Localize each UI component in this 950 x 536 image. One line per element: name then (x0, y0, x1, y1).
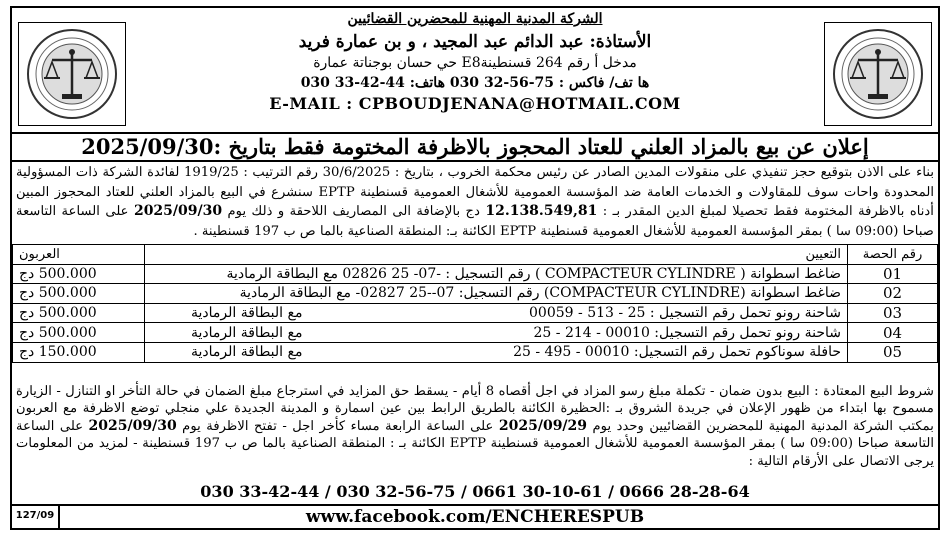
header-deposit: العربون (13, 245, 145, 265)
table-row (13, 342, 938, 362)
lot-deposit: 500.000 دج (13, 264, 145, 284)
contact-numbers: 030 33-42-44 / 030 32-56-75 / 0661 30-10-61 / 0666 28-28-64 (200, 482, 750, 501)
table-row (13, 303, 938, 323)
scales-of-justice-seal-right (824, 22, 932, 126)
header-text (132, 8, 818, 115)
facebook-link[interactable]: www.facebook.com/ENCHERESPUB (12, 504, 938, 528)
grey-card-note: مع البطاقة الرمادية (191, 344, 303, 361)
lot-deposit: 500.000 دج (13, 284, 145, 304)
scales-icon (830, 26, 926, 122)
lot-designation (145, 284, 848, 304)
designation-text: شاحنة رونو تحمل رقم التسجيل : 25 - 513 - 00059 (529, 305, 841, 322)
table-row (13, 284, 938, 304)
scales-of-justice-seal-left (18, 22, 126, 126)
table-row (13, 264, 938, 284)
office-address: مدخل أ رقم 264 قسنطينةE8 حي حسان بوجناتة عمارة (313, 55, 637, 71)
table-header-row (13, 245, 938, 265)
intro-text-3: على الساعة التاسعة صباحا (09:00 سا ) بمقر المؤسسة العمومية للأشغال العمومية قسنطينة EPTP الكائنة بـ: المنطقة الصناعية بالما ص ب 197 قسنطينة . (16, 204, 934, 239)
debt-amount: 12.138.549,81 (485, 203, 598, 219)
grey-card-note: مع البطاقة الرمادية (191, 324, 303, 341)
lot-deposit: 500.000 دج (13, 303, 145, 323)
lot-designation (145, 303, 848, 323)
lot-deposit: 500.000 دج (13, 323, 145, 343)
email-address: E-MAIL : CPBOUDJENANA@HOTMAIL.COM (269, 94, 681, 113)
lot-number: 05 (848, 342, 938, 362)
auction-date: 2025/09/30 (133, 203, 223, 219)
opening-date: 2025/09/30 (88, 417, 177, 434)
designation-text: ضاغط اسطوانة (COMPACTEUR CYLINDRE) رقم التسجيل: 07--25 02827- مع البطاقة الرمادية (239, 285, 841, 302)
lot-number: 04 (848, 323, 938, 343)
auction-title: إعلان عن بيع بالمزاد العلني للعتاد المحجوز بالاظرفة المختومة فقط بتاريخ :2025/09/30 (12, 132, 938, 162)
designation-text: شاحنة رونو تحمل رقم التسجيل: 00010 - 214 - 25 (533, 324, 841, 341)
conditions-text-1: شروط البيع المعتادة : البيع بدون ضمان - تكملة مبلغ رسو المزاد في اجل أقصاه 8 أيام - يسقط حق المزايد في استرجاع مبلغ الضمان في حالة التأخر او التنازل - الزيارة مسموح بها ابتداء من ظهور الإعلان في جريدة الشروق بـ :الحظيرة الكائنة بالطريق الرابط بين عين اسمارة و المدينة الجديدة علي منجلي توضع الاظرفة مع العربون بمكتب الشركة المدنية المهنية للمحضرين القضائيين وحدد يوم (16, 384, 934, 434)
designation-text: ضاغط اسطوانة ( COMPACTEUR CYLINDRE ) رقم التسجيل : -07- 25 02826 مع البطاقة الرمادية (226, 265, 841, 282)
conditions-text-2: على الساعة الرابعة مساء كأخر اجل - تفتح الاظرفة يوم (182, 418, 494, 434)
lot-number: 01 (848, 264, 938, 284)
sale-conditions (16, 383, 934, 470)
header (12, 8, 938, 132)
lot-designation (145, 342, 848, 362)
intro-text-2: دج بالإضافة الى المصاريف اللاحقة و ذلك يوم (227, 204, 480, 219)
lot-deposit: 150.000 دج (13, 342, 145, 362)
lot-number: 03 (848, 303, 938, 323)
lot-designation (145, 264, 848, 284)
table-row (13, 323, 938, 343)
company-name: الشركة المدنية المهنية للمحضرين القضائيين (347, 11, 603, 27)
scales-icon (24, 26, 120, 122)
bailiff-names: الأستاذة: عبد الدائم عبد المجيد ، و بن عمارة فريد (298, 32, 652, 52)
lot-number: 02 (848, 284, 938, 304)
notice-page (10, 6, 940, 530)
intro-paragraph (16, 163, 934, 241)
header-lot: رقم الحصة (848, 245, 938, 265)
designation-text: حافلة سوناكوم تحمل رقم التسجيل: 00010 - 495 - 25 (513, 344, 841, 361)
header-designation: التعيين (145, 245, 848, 265)
lot-designation (145, 323, 848, 343)
grey-card-note: مع البطاقة الرمادية (191, 305, 303, 322)
reference-number: 127/09 (12, 504, 60, 528)
conditions-text-3: على الساعة التاسعة صباحا (09:00 سا ) بمقر المؤسسة العمومية للأشغال العمومية قسنطينة EPTP الكائنة بـ : المنطقة الصناعية بالما ص ب 197 قسنطينة - لمزيد من المعلومات يرجى الاتصال على الأرقام التالية : (16, 418, 934, 469)
intro-text-1: بناء على الاذن بتوقيع حجز تنفيذي على منقولات المدين الصادر عن رئيس محكمة الخروب ، بتاريخ : 30/6/2025 رقم الترتيب : 1919/25 لفائدة الشركة ذات المسؤولية المحدودة واحات سوف للمقاولات و الخدمات العامة ضد المؤسسة العمومية للأشغال العمومية قسنطينة EPTP سنشرع في البيع بالمزاد العلني للعتاد المحجوز المبين أدناه بالاظرفة المختومة فقط تحصيلا لمبلغ الدين المقدر بـ : (16, 165, 935, 219)
deadline-date: 2025/09/29 (498, 417, 588, 434)
phone-fax: ها تف/ فاكس : 75-56-32 030 هاتف: 44-42-33 030 (300, 75, 650, 91)
lots-table (12, 244, 938, 363)
